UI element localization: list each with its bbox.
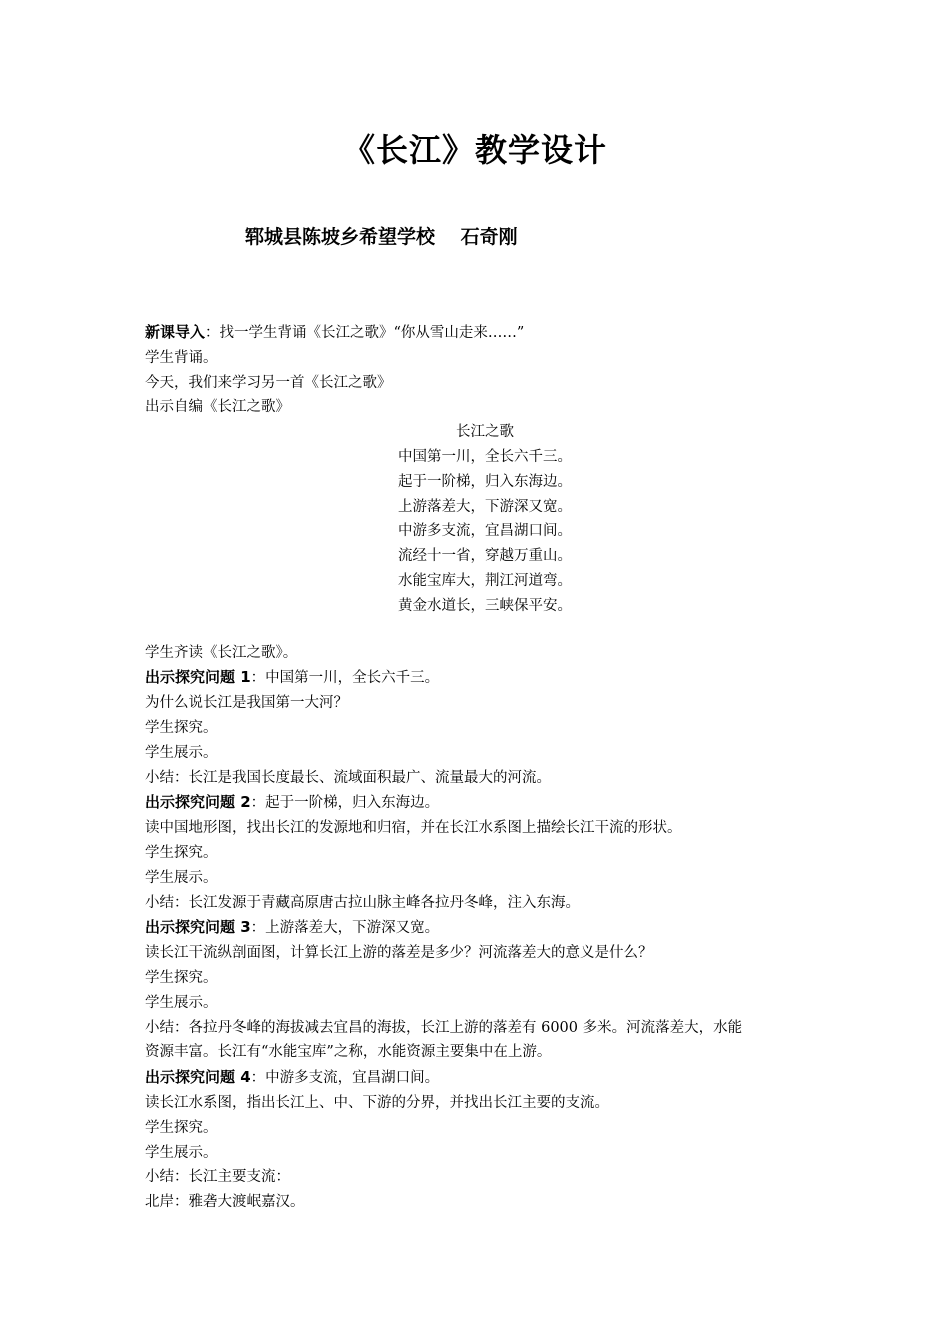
- poem-line: 水能宝库大，荆江河道弯。: [398, 572, 572, 589]
- author-line: 郓城县陈坡乡希望学校 石奇刚: [245, 226, 518, 248]
- poem-line: 起于一阶梯，归入东海边。: [398, 473, 572, 490]
- poem-block: [145, 420, 825, 618]
- poem-line: 流经十一省，穿越万重山。: [398, 548, 572, 565]
- paragraph: 学生齐读《长江之歌》。: [145, 644, 298, 661]
- paragraph: 小结：各拉丹冬峰的海拔减去宜昌的海拔，长江上游的落差有 6000 多米。河流落差大，水能: [145, 1019, 743, 1036]
- paragraph: 北岸：雅砻大渡岷嘉汉。: [145, 1194, 305, 1211]
- poem-line: 黄金水道长，三峡保平安。: [398, 597, 572, 614]
- intro-line: [145, 320, 825, 346]
- paragraph: 学生探究。: [145, 844, 218, 861]
- paragraph: 学生展示。: [145, 1144, 218, 1161]
- question-2-text: ：起于一阶梯，归入东海边。: [250, 795, 440, 812]
- question-2-label: 出示探究问题 2: [145, 793, 251, 812]
- poem-title: 长江之歌: [456, 424, 514, 441]
- paragraph: 学生展示。: [145, 994, 218, 1011]
- paragraph: 学生探究。: [145, 969, 218, 986]
- spacer: [145, 619, 825, 641]
- poem-line: 中国第一川，全长六千三。: [398, 448, 572, 465]
- paragraph: 读中国地形图，找出长江的发源地和归宿，并在长江水系图上描绘长江干流的形状。: [145, 820, 682, 837]
- paragraph: 学生展示。: [145, 744, 218, 761]
- poem-line: 中游多支流，宜昌湖口间。: [398, 523, 572, 540]
- question-1-line: [145, 665, 825, 691]
- paragraph: 资源丰富。长江有“水能宝库”之称，水能资源主要集中在上游。: [145, 1044, 552, 1061]
- paragraph: 学生背诵。: [145, 349, 218, 366]
- intro-label: 新课导入: [145, 323, 206, 341]
- question-1-label: 出示探究问题 1: [145, 668, 251, 687]
- intro-text: ：找一学生背诵《长江之歌》“你从雪山走来……”: [205, 325, 525, 341]
- paragraph: 出示自编《长江之歌》: [145, 399, 290, 416]
- question-1-text: ：中国第一川，全长六千三。: [250, 670, 440, 687]
- paragraph: 小结：长江发源于青藏高原唐古拉山脉主峰各拉丹冬峰，注入东海。: [145, 894, 580, 911]
- paragraph: 读长江水系图，指出长江上、中、下游的分界，并找出长江主要的支流。: [145, 1094, 609, 1111]
- question-3-label: 出示探究问题 3: [145, 918, 251, 937]
- question-4-label: 出示探究问题 4: [145, 1068, 251, 1087]
- paragraph: 小结：长江主要支流：: [145, 1169, 290, 1186]
- question-4-line: [145, 1065, 825, 1091]
- question-4-text: ：中游多支流，宜昌湖口间。: [250, 1070, 440, 1087]
- paragraph: 学生展示。: [145, 869, 218, 886]
- document-body: [145, 320, 825, 1215]
- question-2-line: [145, 790, 825, 816]
- question-3-line: [145, 915, 825, 941]
- paragraph: 为什么说长江是我国第一大河？: [145, 695, 348, 712]
- paragraph: 小结：长江是我国长度最长、流域面积最广、流量最大的河流。: [145, 769, 551, 786]
- question-3-text: ：上游落差大，下游深又宽。: [250, 920, 440, 937]
- poem-line: 上游落差大，下游深又宽。: [398, 498, 572, 515]
- paragraph: 学生探究。: [145, 1119, 218, 1136]
- paragraph: 学生探究。: [145, 719, 218, 736]
- paragraph: 今天，我们来学习另一首《长江之歌》: [145, 374, 392, 391]
- document-title: 《长江》教学设计: [342, 131, 607, 169]
- paragraph: 读长江干流纵剖面图，计算长江上游的落差是多少？河流落差大的意义是什么？: [145, 945, 653, 962]
